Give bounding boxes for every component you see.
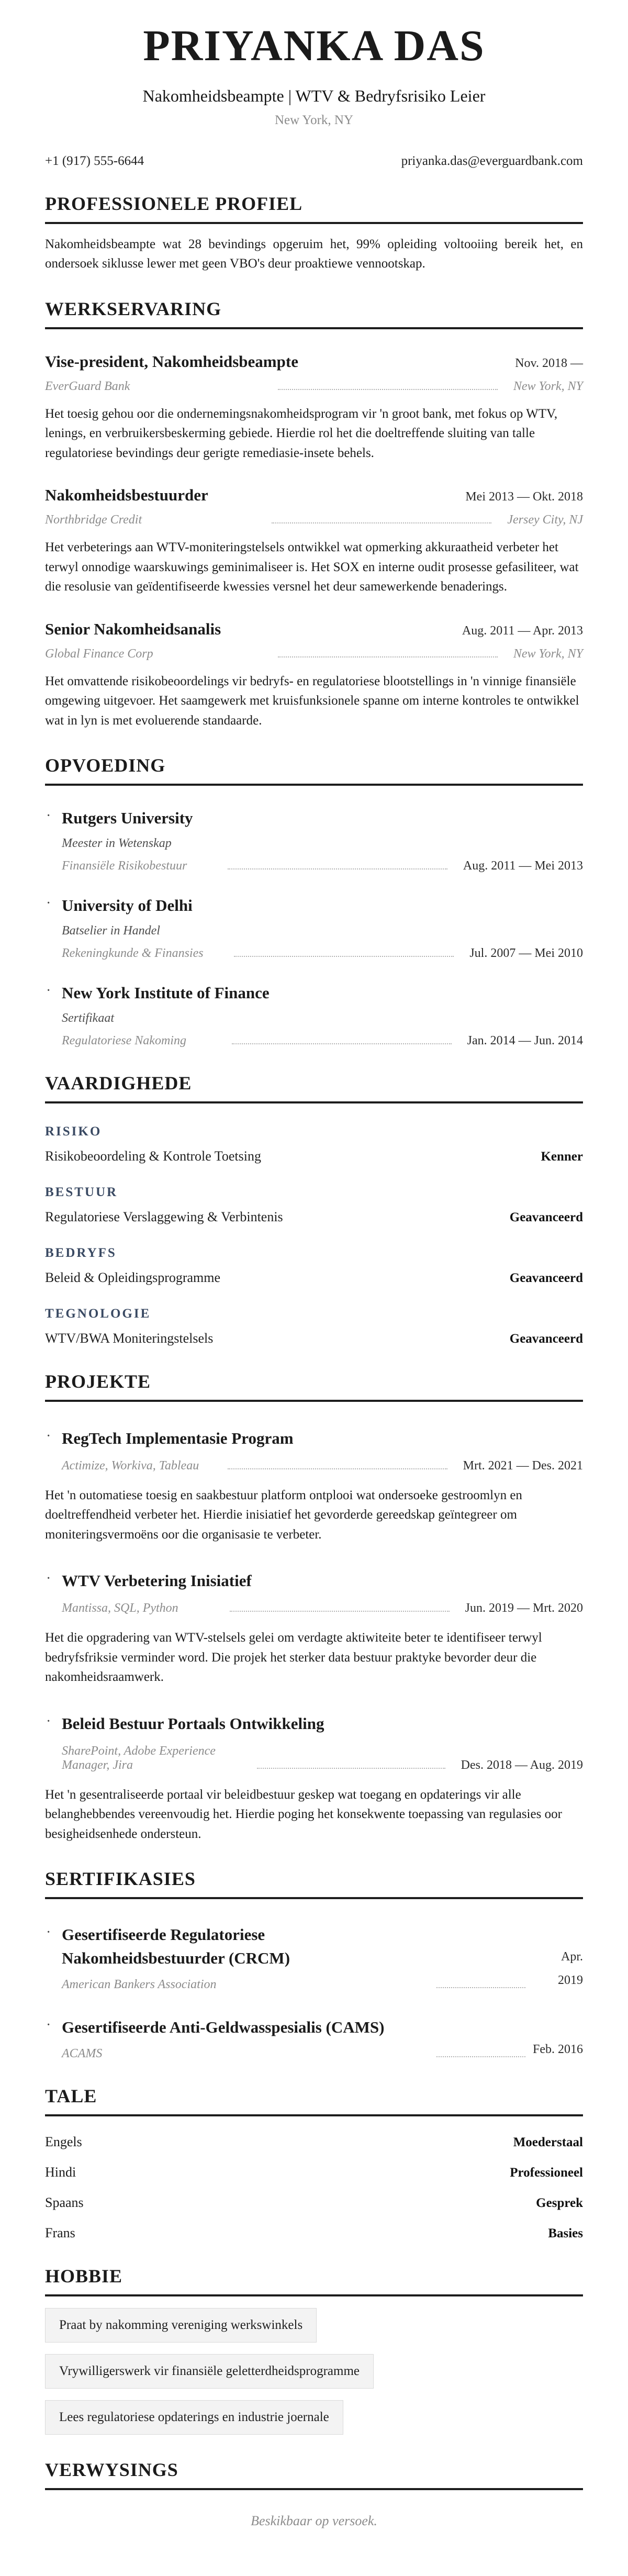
skill-name: Risikobeoordeling & Kontrole Toetsing (45, 1148, 261, 1164)
project-description: Het 'n outomatiese toesig en saakbestuur platform ontplooi wat ondersoeke gestroomlyn en doeltreffendheid verbeter het. Hierdie inisiatief het gevorderde gereedskap geïntegreer om moniteringsvermoëns oor die organisasie te verbeter. (45, 1488, 522, 1542)
job-meta (45, 513, 583, 527)
project-entry (45, 1427, 583, 1544)
language-row (45, 2165, 583, 2180)
skill-category (45, 1185, 583, 1225)
project-head (45, 1569, 583, 1615)
section-skills (45, 1072, 583, 1346)
school-name: University of Delhi (62, 896, 193, 915)
bullet-marker: · (46, 808, 51, 824)
skill-name: Beleid & Opleidingsprogramme (45, 1269, 221, 1285)
language-name: Engels (45, 2134, 82, 2150)
job-entry (45, 486, 583, 597)
section-projects (45, 1370, 583, 1844)
project-meta (62, 1459, 583, 1473)
skill-name: Regulatoriese Verslaggewing & Verbintenis (45, 1209, 283, 1224)
dotted-leader (436, 2056, 525, 2057)
certification-issuer-row (62, 2047, 533, 2061)
job-entry (45, 620, 583, 731)
skill-row (45, 1331, 583, 1346)
job-company: Global Finance Corp (45, 646, 153, 661)
certification-issuer: American Bankers Association (62, 1978, 217, 1992)
job-location: Jersey City, NJ (507, 513, 583, 527)
section-references (45, 2459, 583, 2529)
job-meta (45, 647, 583, 661)
language-level: Basies (548, 2226, 583, 2241)
skill-name: WTV/BWA Moniteringstelsels (45, 1330, 214, 1346)
person-name: PRIYANKA DAS (143, 21, 485, 70)
education-dates: Jul. 2007 — Mei 2010 (469, 946, 583, 960)
skills-heading: VAARDIGHEDE (45, 1072, 583, 1103)
certification-entry (45, 1923, 583, 1992)
project-tools: SharePoint, Adobe Experience Manager, Jira (62, 1744, 216, 1772)
education-meta (62, 859, 583, 873)
job-description: Het toesig gehou oor die ondernemingsnakomheidsprogram vir 'n groot bank, met fokus op WTV, lenings, en verbruikersbeskerming gebiede. Hierdie rol het die doeltreffende sluiting van talle regulatoriese bevindings deur gerigte remediasie-insete behels. (45, 406, 558, 460)
language-name: Frans (45, 2225, 75, 2241)
certification-title: Gesertifiseerde Anti-Geldwasspesialis (CAMS) (62, 2018, 385, 2037)
language-row (45, 2134, 583, 2150)
dotted-leader (232, 1043, 452, 1044)
skill-row (45, 1270, 583, 1286)
hobby-tag: Lees regulatoriese opdaterings en industrie joernale (45, 2400, 343, 2435)
project-description: Het 'n gesentraliseerde portaal vir beleidbestuur geskep wat toegang en opdaterings vir alle belanghebbendes vereenvoudig het. Hierdie poging het konsekwente toepassing van regulasies oor besigheidsenhede ondersteun. (45, 1787, 562, 1841)
dotted-leader (230, 1611, 450, 1612)
language-level: Moederstaal (513, 2135, 583, 2150)
bullet-marker: · (46, 1713, 51, 1730)
job-meta (45, 380, 583, 394)
education-entry (45, 807, 583, 873)
education-entry (45, 982, 583, 1048)
project-tools: Mantissa, SQL, Python (62, 1601, 178, 1615)
section-certifications (45, 1868, 583, 2061)
bullet-marker: · (46, 982, 51, 999)
field-of-study: Finansiële Risikobestuur (62, 859, 187, 873)
job-header (45, 486, 583, 505)
job-description: Het verbeterings aan WTV-moniteringstelsels ontwikkel wat opmerking akkuraatheid verbeter het terwyl onnodige waarskuwings geminimaliseer is. Het SOX en interne oudit prosesse gefasiliteer, wat die resolusie van geïdentifiseerde kwessies versnel het deur samewerkende benaderings. (45, 540, 579, 594)
profile-heading: PROFESSIONELE PROFIEL (45, 193, 583, 224)
certification-issuer: ACAMS (62, 2047, 103, 2061)
job-company: EverGuard Bank (45, 379, 130, 393)
education-heading: OPVOEDING (45, 754, 583, 786)
education-meta (62, 1034, 583, 1048)
certification-date-line: Apr. (561, 1950, 583, 1964)
project-description: Het die opgradering van WTV-stelsels gelei om verdagte aktiwiteite beter te identifiseer terwyl bedryfsfriksie verminder word. Die projek het sterker data bestuur praktyke bevorder deur die nakomheidsraamwerk. (45, 1631, 542, 1685)
education-dates: Aug. 2011 — Mei 2013 (463, 859, 583, 873)
skill-level: Geavanceerd (509, 1331, 583, 1346)
skill-level: Geavanceerd (509, 1270, 583, 1285)
dotted-leader (436, 1987, 525, 1988)
dotted-leader (257, 1768, 445, 1769)
bullet-marker: · (46, 1570, 51, 1587)
degree: Batselier in Handel (62, 923, 160, 938)
bullet-marker: · (46, 895, 51, 912)
project-head (45, 1427, 583, 1473)
bullet-marker: · (46, 1924, 51, 1941)
job-description: Het omvattende risikobeoordelings vir bedryfs- en regulatoriese blootstellings in 'n vinnige finansiële omgewing uitgevoer. Het saamgewerk met kruisfunksionele spanne om interne kontroles te ontwikkel wat in lyn is met evoluerende standaarde. (45, 674, 579, 728)
language-level: Gesprek (536, 2196, 583, 2211)
experience-heading: WERKSERVARING (45, 298, 583, 329)
person-title: Nakomheidsbeampte | WTV & Bedryfsrisiko Leier (142, 86, 486, 105)
hobby-list (45, 2308, 583, 2435)
project-meta (62, 1744, 583, 1772)
skill-category (45, 1307, 583, 1346)
degree: Sertifikaat (62, 1011, 114, 1025)
hobbies-heading: HOBBIE (45, 2265, 583, 2296)
phone-number: +1 (917) 555-6644 (45, 153, 144, 168)
job-title: Nakomheidsbestuurder (45, 486, 208, 505)
education-dates: Jan. 2014 — Jun. 2014 (467, 1033, 583, 1047)
job-title: Senior Nakomheidsanalis (45, 619, 221, 638)
job-entry (45, 352, 583, 463)
job-dates: Aug. 2011 — Apr. 2013 (462, 623, 583, 638)
job-title: Vise-president, Nakomheidsbeampte (45, 352, 298, 371)
language-name: Hindi (45, 2165, 76, 2180)
project-title: WTV Verbetering Inisiatief (62, 1571, 252, 1590)
dotted-leader (234, 956, 454, 957)
languages-heading: TALE (45, 2085, 583, 2116)
job-dates: Nov. 2018 — (515, 356, 583, 370)
school-name: New York Institute of Finance (62, 983, 270, 1002)
hobby-tag: Praat by nakomming vereniging werkswinkels (45, 2308, 317, 2343)
dotted-leader (228, 1468, 447, 1469)
profile-text: Nakomheidsbeampte wat 28 bevindings opgeruim het, 99% opleiding voltooiing bereik het, en ondersoek siklusse lewer met geen VBO's deur proaktiewe vennootskap. (45, 237, 583, 271)
project-dates: Mrt. 2021 — Des. 2021 (463, 1458, 583, 1473)
project-entry (45, 1569, 583, 1687)
certification-date-line: Feb. 2016 (533, 2042, 583, 2056)
skill-category-label: BEDRYFS (45, 1245, 117, 1260)
person-location: New York, NY (274, 113, 353, 127)
skill-row (45, 1209, 583, 1225)
project-entry (45, 1712, 583, 1844)
email-address: priyanka.das@everguardbank.com (401, 153, 583, 168)
references-note: Beskikbaar op versoek. (251, 2513, 377, 2529)
skill-category-label: BESTUUR (45, 1185, 118, 1199)
project-head (45, 1712, 583, 1772)
dotted-leader (278, 389, 498, 390)
project-meta (62, 1601, 583, 1615)
job-location: New York, NY (513, 646, 583, 661)
language-row (45, 2195, 583, 2211)
dotted-leader (228, 868, 447, 869)
school-name: Rutgers University (62, 809, 193, 828)
job-dates: Mei 2013 — Okt. 2018 (465, 490, 583, 504)
skill-row (45, 1148, 583, 1164)
projects-heading: PROJEKTE (45, 1370, 583, 1402)
dotted-leader (272, 522, 491, 523)
contact-row (45, 154, 583, 169)
certification-date-line: 2019 (558, 1973, 583, 1987)
section-experience (45, 298, 583, 731)
project-tools: Actimize, Workiva, Tableau (62, 1458, 199, 1473)
section-profile (45, 193, 583, 274)
certification-main (45, 1923, 533, 1992)
section-hobbies (45, 2265, 583, 2435)
certification-main (45, 2016, 533, 2061)
bullet-marker: · (46, 1428, 51, 1444)
certification-date (533, 2038, 583, 2061)
bullet-marker: · (46, 2017, 51, 2034)
skill-level: Kenner (541, 1149, 583, 1164)
job-location: New York, NY (513, 379, 583, 393)
field-of-study: Regulatoriese Nakoming (62, 1033, 186, 1047)
project-dates: Jun. 2019 — Mrt. 2020 (465, 1601, 583, 1615)
resume-header (45, 21, 583, 169)
project-title: RegTech Implementasie Program (62, 1429, 294, 1447)
section-education (45, 754, 583, 1048)
skill-category-label: TEGNOLOGIE (45, 1306, 151, 1321)
section-languages (45, 2085, 583, 2241)
job-header (45, 620, 583, 639)
certification-title: Gesertifiseerde Regulatoriese Nakomheidsbestuurder (CRCM) (62, 1925, 290, 1968)
degree: Meester in Wetenskap (62, 837, 172, 851)
skill-level: Geavanceerd (509, 1210, 583, 1224)
education-entry (45, 894, 583, 961)
education-meta (62, 946, 583, 961)
certification-entry (45, 2016, 583, 2061)
certifications-heading: SERTIFIKASIES (45, 1868, 583, 1899)
language-name: Spaans (45, 2195, 84, 2211)
skill-category (45, 1246, 583, 1286)
field-of-study: Rekeningkunde & Finansies (62, 946, 204, 960)
hobby-tag: Vrywilligerswerk vir finansiële geletterdheidsprogramme (45, 2354, 374, 2389)
references-heading: VERWYSINGS (45, 2459, 583, 2490)
language-level: Professioneel (510, 2166, 583, 2180)
job-company: Northbridge Credit (45, 513, 142, 527)
dotted-leader (278, 656, 498, 657)
certification-date (533, 1945, 583, 1992)
skill-category-label: RISIKO (45, 1124, 102, 1139)
certification-issuer-row (62, 1978, 533, 1992)
skill-category (45, 1124, 583, 1164)
job-header (45, 352, 583, 371)
language-row (45, 2225, 583, 2241)
project-title: Beleid Bestuur Portaals Ontwikkeling (62, 1714, 324, 1733)
project-dates: Des. 2018 — Aug. 2019 (461, 1758, 583, 1772)
